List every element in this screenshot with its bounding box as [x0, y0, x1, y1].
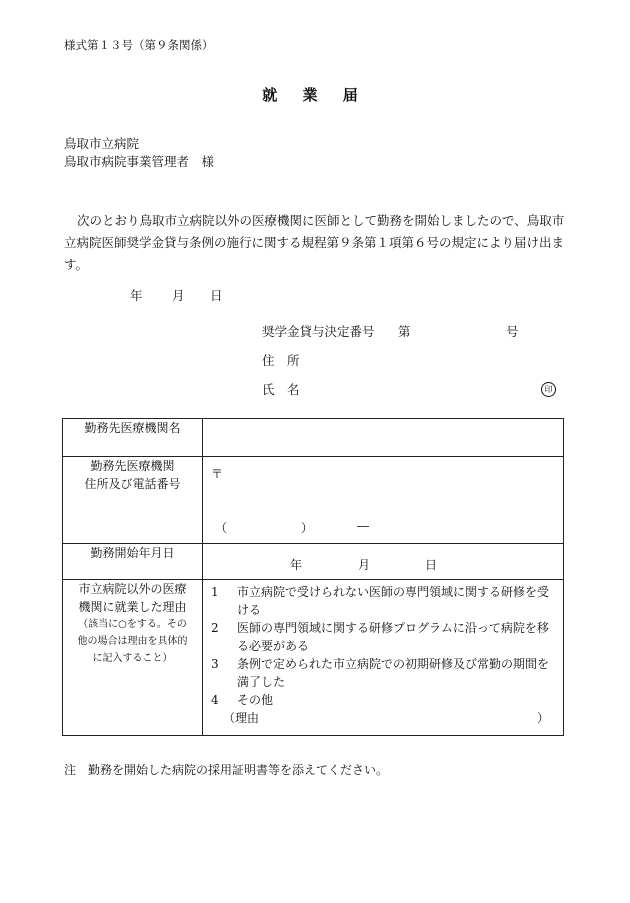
date-day-label: 日 [210, 288, 223, 303]
loan-number-suffix: 号 [506, 324, 519, 339]
reason-option-2[interactable]: 2 医師の専門領域に関する研修プログラムに沿って病院を移る必要がある [211, 621, 549, 653]
name-label: 氏 名 [262, 382, 300, 397]
reason-close-paren: ） [536, 711, 549, 725]
institution-address-label: 勤務先医療機関 住所及び電話番号 [63, 457, 203, 544]
reason-option-3[interactable]: 3 条例で定められた市立病院での初期研修及び常勤の期間を満了した [211, 657, 550, 689]
body-text: 次のとおり鳥取市立病院以外の医療機関に医師として勤務を開始しましたので、鳥取市立病院医師奨学金貸与条例の施行に関する規程第９条第１項第６号の規定により届け出ます。 [64, 213, 565, 272]
loan-number-prefix: 第 [398, 324, 411, 339]
loan-number-label: 奨学金貸与決定番号 [262, 324, 375, 339]
postal-mark: 〒 [211, 467, 224, 481]
other-reason-field[interactable] [203, 709, 563, 727]
table-row-address [63, 457, 564, 544]
table-row-start-date [63, 544, 564, 580]
phone-open-paren: （ [215, 521, 228, 535]
table-row-institution [63, 419, 564, 457]
phone-dash: ― [357, 519, 369, 533]
reason-option-4[interactable]: 4 その他 [211, 693, 274, 707]
footnote: 注 勤務を開始した病院の採用証明書等を添えてください。 [64, 763, 389, 777]
document-title: 就 業 届 [262, 86, 368, 104]
seal-mark [541, 382, 556, 397]
reason-label: 市立病院以外の医療 機関に就業した理由 （該当に○をする。その 他の場合は理由を具体的 に記入すること） [63, 580, 203, 736]
institution-name-label: 勤務先医療機関名 [63, 419, 203, 457]
start-date-day: 日 [425, 558, 438, 572]
reason-options [203, 580, 564, 736]
date-year-label: 年 [130, 288, 143, 303]
start-date-field[interactable] [203, 544, 564, 580]
phone-close-paren: ） [301, 521, 314, 535]
table-row-reason [63, 580, 564, 736]
reason-open-paren: （理由 [223, 711, 260, 725]
form-table [62, 418, 564, 736]
institution-name-field[interactable] [203, 419, 564, 457]
address-label: 住 所 [262, 353, 300, 368]
addressee-hospital: 鳥取市立病院 [64, 136, 140, 151]
start-date-year: 年 [290, 558, 303, 572]
seal-text: 印 [541, 382, 556, 397]
institution-address-field[interactable] [203, 457, 564, 544]
start-date-month: 月 [358, 558, 371, 572]
reason-option-1[interactable]: 1 市立病院で受けられない医師の専門領域に関する研修を受ける [211, 585, 550, 617]
start-date-label: 勤務開始年月日 [63, 544, 203, 580]
date-month-label: 月 [172, 288, 185, 303]
form-number: 様式第１３号（第９条関係） [64, 38, 214, 52]
addressee-manager: 鳥取市病院事業管理者 様 [64, 154, 215, 169]
